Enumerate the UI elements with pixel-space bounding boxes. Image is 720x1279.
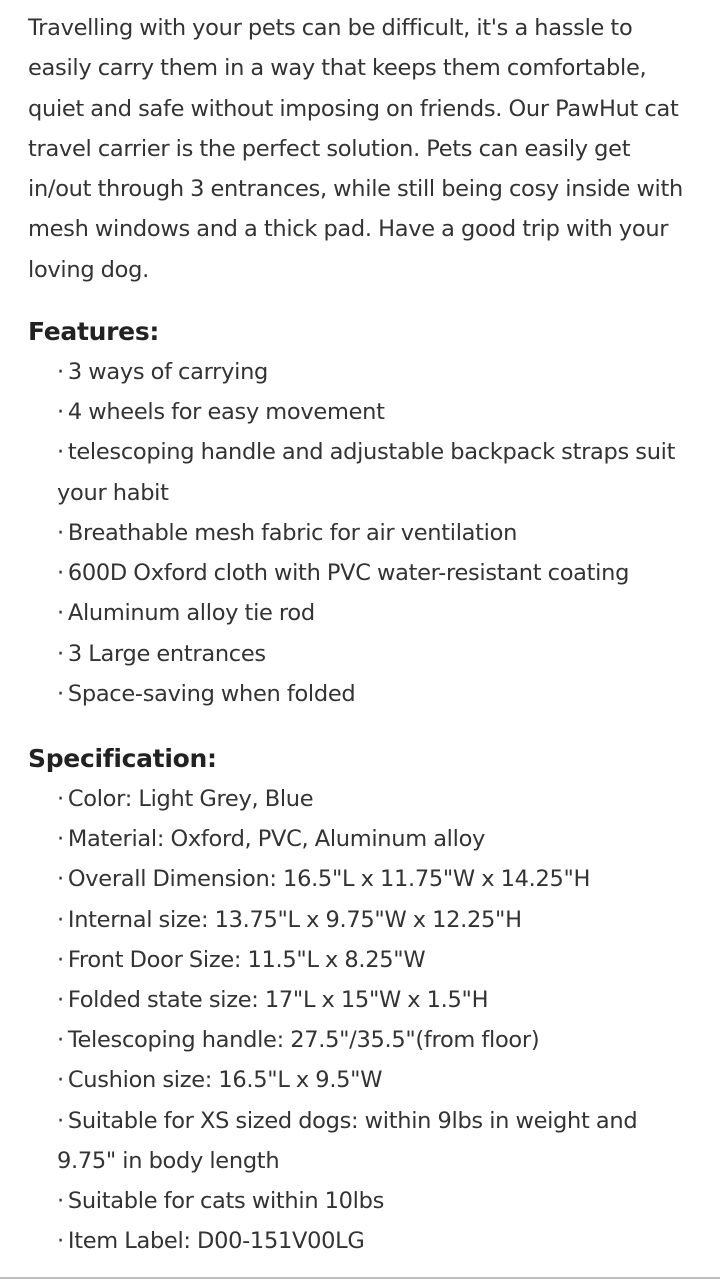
spec-text: Front Door Size: 11.5"L x 8.25"W bbox=[67, 946, 426, 973]
spec-text: Item Label: D00-151V00LG bbox=[67, 1228, 365, 1255]
bullet: · bbox=[57, 680, 64, 707]
feature-item bbox=[57, 593, 698, 633]
feature-text: 600D Oxford cloth with PVC water-resistant coating bbox=[67, 560, 630, 587]
spec-text: Material: Oxford, PVC, Aluminum alloy bbox=[67, 826, 486, 853]
bullet: · bbox=[57, 1067, 64, 1094]
bullet: · bbox=[57, 826, 64, 853]
spec-item bbox=[57, 1181, 698, 1221]
spec-item bbox=[57, 779, 698, 819]
spec-item bbox=[57, 1060, 698, 1100]
feature-item bbox=[57, 634, 698, 674]
feature-item bbox=[57, 352, 698, 392]
bullet: · bbox=[57, 1187, 64, 1214]
feature-text: Breathable mesh fabric for air ventilation bbox=[67, 519, 518, 546]
features-list bbox=[28, 352, 698, 714]
feature-item bbox=[57, 392, 698, 432]
bullet: · bbox=[57, 1027, 64, 1054]
feature-item bbox=[57, 674, 698, 714]
bullet: · bbox=[57, 866, 64, 893]
bullet: · bbox=[57, 946, 64, 973]
spec-item bbox=[57, 1101, 698, 1181]
bullet: · bbox=[57, 906, 64, 933]
feature-item bbox=[57, 432, 698, 512]
feature-text: 3 ways of carrying bbox=[67, 359, 269, 386]
spec-text: Suitable for cats within 10lbs bbox=[67, 1187, 385, 1214]
spec-text: Folded state size: 17"L x 15"W x 1.5"H bbox=[67, 986, 489, 1013]
spec-text: Telescoping handle: 27.5"/35.5"(from floor) bbox=[67, 1027, 540, 1054]
spec-item bbox=[57, 940, 698, 980]
bullet: · bbox=[57, 560, 64, 587]
spec-text: Suitable for XS sized dogs: within 9lbs in weight and 9.75" in body length bbox=[57, 1107, 638, 1174]
feature-text: 3 Large entrances bbox=[67, 640, 266, 667]
spec-item bbox=[57, 980, 698, 1020]
product-description bbox=[28, 8, 698, 1261]
feature-text: Aluminum alloy tie rod bbox=[67, 600, 315, 627]
spec-item bbox=[57, 859, 698, 899]
spec-text: Cushion size: 16.5"L x 9.5"W bbox=[67, 1067, 383, 1094]
spec-item bbox=[57, 900, 698, 940]
bullet: · bbox=[57, 986, 64, 1013]
specification-heading: Specification: bbox=[28, 743, 217, 773]
specification-list bbox=[28, 779, 698, 1261]
bullet: · bbox=[57, 399, 64, 426]
bullet: · bbox=[57, 1228, 64, 1255]
feature-text: Space-saving when folded bbox=[67, 680, 356, 707]
bullet: · bbox=[57, 600, 64, 627]
bullet: · bbox=[57, 439, 64, 466]
bullet: · bbox=[57, 640, 64, 667]
feature-item bbox=[57, 513, 698, 553]
feature-text: telescoping handle and adjustable backpack straps suit your habit bbox=[57, 439, 676, 506]
features-heading: Features: bbox=[28, 317, 160, 347]
spec-item bbox=[57, 819, 698, 859]
feature-text: 4 wheels for easy movement bbox=[67, 399, 385, 426]
spec-item bbox=[57, 1221, 698, 1261]
spec-item bbox=[57, 1020, 698, 1060]
feature-item bbox=[57, 553, 698, 593]
spec-text: Color: Light Grey, Blue bbox=[67, 785, 314, 812]
bullet: · bbox=[57, 785, 64, 812]
intro-paragraph: Travelling with your pets can be difficult, it's a hassle to easily carry them in a way that keeps them comfortable, quiet and safe without imposing on friends. Our PawHut cat travel carrier is the perfect solution. Pets can easily get in/out through 3 entrances, while still being cosy inside with mesh windows and a thick pad. Have a good trip with your loving dog. bbox=[28, 15, 683, 283]
bullet: · bbox=[57, 519, 64, 546]
bullet: · bbox=[57, 1107, 64, 1134]
bullet: · bbox=[57, 359, 64, 386]
spec-text: Overall Dimension: 16.5"L x 11.75"W x 14.25"H bbox=[67, 866, 591, 893]
spec-text: Internal size: 13.75"L x 9.75"W x 12.25"H bbox=[67, 906, 522, 933]
